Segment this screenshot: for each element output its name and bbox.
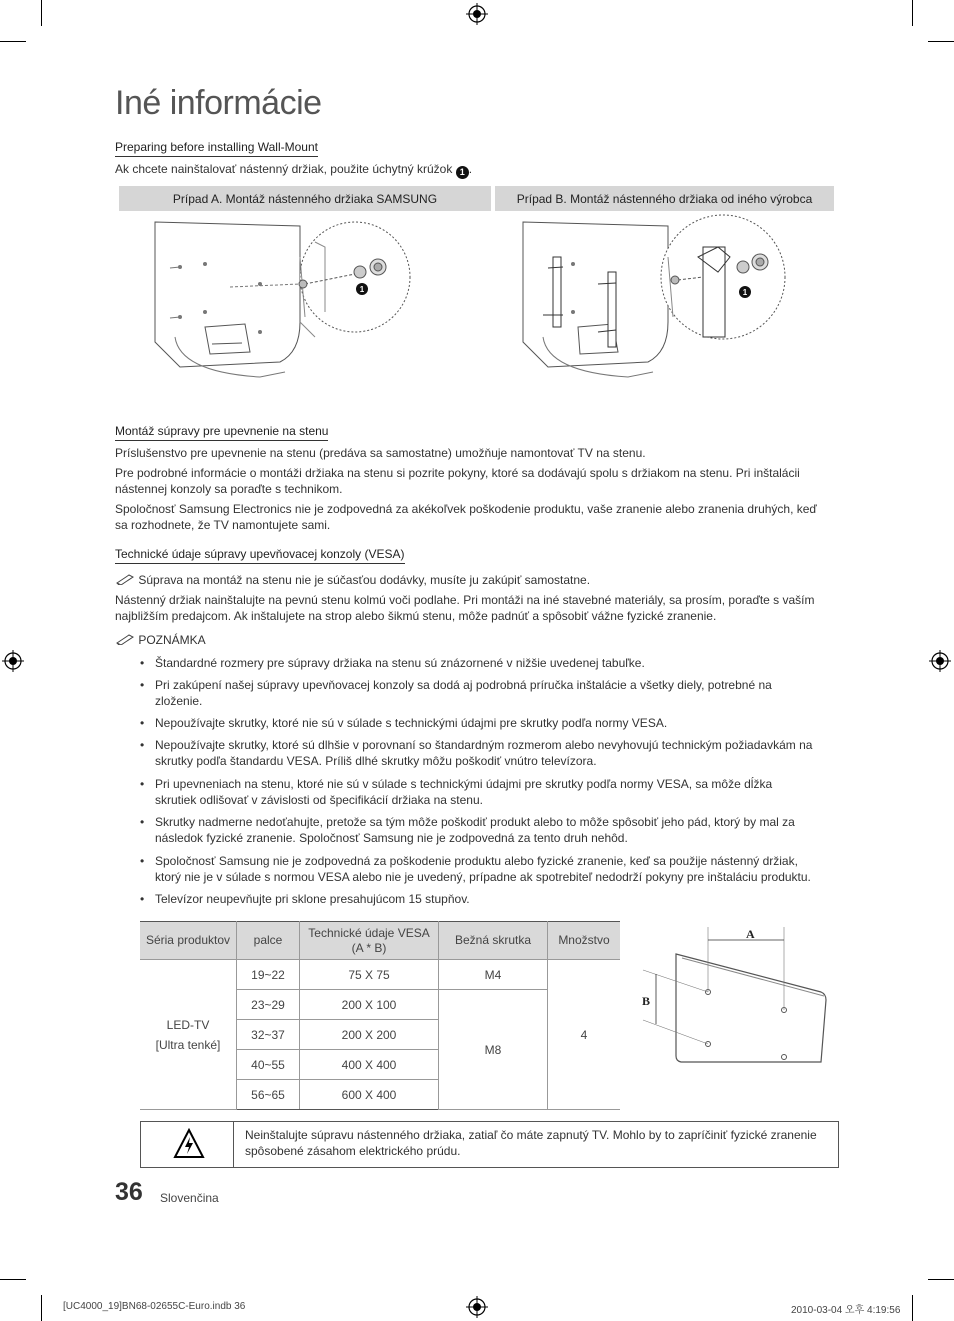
vesa-table	[140, 921, 620, 1110]
section-heading-wallmount: Preparing before installing Wall-Mount	[115, 140, 318, 157]
vesa-cell: 200 X 200	[300, 1020, 439, 1050]
col-header-inches: palce	[237, 922, 300, 960]
crop-mark	[928, 1279, 954, 1280]
vesa-note-1	[115, 572, 590, 588]
kit-paragraph-3	[115, 501, 817, 533]
case-b-illustration	[518, 212, 788, 382]
col-header-screw: Bežná skrutka	[439, 922, 548, 960]
inches-cell: 56~65	[237, 1080, 300, 1110]
page-number: 36	[115, 1178, 143, 1206]
note-bullet: • Nepoužívajte skrutky, ktoré sú dlhšie v porovnaní so štandardným rozmerom alebo nevyhovujú technickým požiadavkám na skrutky podľa štandardu VESA. Príliš dlhé skrutky môžu poškodiť vnútro televízora.	[140, 737, 840, 769]
page-language: Slovenčina	[160, 1191, 219, 1205]
registration-mark-icon	[466, 3, 488, 25]
electric-hazard-icon	[173, 1128, 205, 1160]
note-bullet: • Televízor neupevňujte pri sklone presahujúcom 15 stupňov.	[140, 891, 840, 907]
table-header-row	[140, 922, 620, 960]
inches-cell: 32~37	[237, 1020, 300, 1050]
wallmount-intro-end: .	[468, 162, 473, 176]
quantity-cell: 4	[548, 960, 621, 1110]
vesa-cell: 400 X 400	[300, 1050, 439, 1080]
case-a-header: Prípad A. Montáž nástenného držiaka SAMSUNG	[119, 186, 491, 211]
svg-text:1: 1	[742, 288, 748, 297]
crop-mark	[928, 41, 954, 42]
kit-paragraph-1: Príslušenstvo pre upevnenie na stenu (predáva sa samostatne) umožňuje namontovať TV na stenu.	[115, 446, 646, 460]
vesa-cell: 75 X 75	[300, 960, 439, 990]
crop-mark	[912, 0, 913, 26]
kit-paragraph-2-line: nástennej konzoly sa poraďte s technikom.	[115, 482, 343, 496]
registration-mark-icon	[2, 650, 24, 672]
crop-mark	[0, 1279, 26, 1280]
crop-mark	[41, 0, 42, 26]
note-bullet: • Pri zakúpení našej súpravy upevňovacej konzoly sa dodá aj podrobná príručka inštalácie a všetky diely, potrebné na zloženie.	[140, 677, 840, 709]
kit-paragraph-3-line: Spoločnosť Samsung Electronics nie je zodpovedná za akékoľvek poškodenie produktu, vaše zranenie alebo zranenia druhých, keď	[115, 502, 817, 516]
crop-mark	[0, 41, 26, 42]
vesa-paragraph	[115, 592, 815, 624]
case-b-header: Prípad B. Montáž nástenného držiaka od iného výrobca	[495, 186, 834, 211]
case-a-illustration	[150, 212, 415, 382]
col-header-vesa: Technické údaje VESA (A * B)	[300, 922, 439, 960]
section-heading-vesa: Technické údaje súpravy upevňovacej konzoly (VESA)	[115, 547, 405, 564]
kit-paragraph-3-line: sa rozhodnete, že TV namontujete sami.	[115, 518, 331, 532]
crop-mark	[41, 1295, 42, 1321]
col-header-series: Séria produktov	[140, 922, 237, 960]
dimension-label-a: A	[746, 927, 755, 941]
note-bullet: • Spoločnosť Samsung nie je zodpovedná za poškodenie produktu alebo fyzické zranenie, keď sa použije nástenný držiak, ktorý nie je v súlade s normou VESA alebo nie je uvedený, prípadne ak spotrebiteľ nedodrží pokyny pre inštaláciu produktu.	[140, 853, 840, 885]
svg-text:1: 1	[359, 285, 365, 294]
pencil-note-icon	[115, 633, 135, 645]
dimension-label-b: B	[642, 994, 651, 1008]
kit-paragraph-2	[115, 465, 800, 497]
table-row	[140, 960, 620, 990]
series-cell: LED-TV [Ultra tenké]	[140, 960, 237, 1110]
kit-paragraph-2-line: Pre podrobné informácie o montáži držiaka na stenu si pozrite pokyny, ktoré sa dodávajú spolu s držiakom na stenu. Pri inštalácii	[115, 466, 800, 480]
warning-text-line: Neinštalujte súpravu nástenného držiaka, zatiaľ čo máte zapnutý TV. Mohlo by to zapríčiniť fyzické zranenie	[245, 1128, 817, 1142]
vesa-dimension-diagram	[638, 922, 834, 1072]
warning-box	[140, 1121, 839, 1168]
note-bullet: • Skrutky nadmerne nedoťahujte, pretože sa tým môže poškodiť produkt alebo to môže spôsobiť jeho pád, ktorý by mal za následok fyzické zranenie. Spoločnosť Samsung nie je zodpovedná za tento druh nehôd.	[140, 814, 840, 846]
warning-text-line: spôsobené zásahom elektrického prúdu.	[245, 1144, 461, 1158]
footer-datetime: 2010-03-04 오후 4:19:56	[791, 1305, 901, 1316]
inches-cell: 40~55	[237, 1050, 300, 1080]
wallmount-intro-text: Ak chcete nainštalovať nástenný držiak, použite úchytný krúžok	[115, 162, 453, 176]
step-marker-icon: 1	[456, 166, 469, 179]
vesa-cell: 200 X 100	[300, 990, 439, 1020]
section-heading-kit: Montáž súpravy pre upevnenie na stenu	[115, 424, 328, 441]
page-title: Iné informácie	[115, 84, 322, 122]
screw-cell: M8	[439, 990, 548, 1110]
wallmount-intro	[115, 161, 472, 179]
note-bullet: • Štandardné rozmery pre súpravy držiaka na stenu sú znázornené v nižšie uvedenej tabuľke.	[140, 655, 840, 671]
crop-mark	[912, 1295, 913, 1321]
pencil-note-icon	[115, 573, 135, 585]
footer-file: [UC4000_19]BN68-02655C-Euro.indb 36	[63, 1301, 246, 1312]
col-header-quantity: Množstvo	[548, 922, 621, 960]
inches-cell: 23~29	[237, 990, 300, 1020]
inches-cell: 19~22	[237, 960, 300, 990]
note-bullet: • Nepoužívajte skrutky, ktoré nie sú v súlade s technickými údajmi pre skrutky podľa normy VESA.	[140, 715, 840, 731]
screw-cell: M4	[439, 960, 548, 990]
vesa-paragraph-line: Nástenný držiak nainštalujte na pevnú stenu kolmú voči podlahe. Pri montáži na iné stavebné materiály, sa prosím, poraďte s vaším	[115, 593, 815, 607]
note-bullet: • Pri upevneniach na stenu, ktoré nie sú v súlade s technickými údajmi pre skrutky podľa normy VESA, sa môže dĺžka skrutiek odlišovať v závislosti od špecifikácií držiaka na stenu.	[140, 776, 840, 808]
vesa-paragraph-line: najbližším predajcom. Ak inštalujete na strop alebo šikmú stenu, môže padnúť a spôsobiť vážne fyzické zranenie.	[115, 609, 717, 623]
registration-mark-icon	[929, 650, 951, 672]
warning-icon-cell	[141, 1122, 234, 1167]
note-label	[115, 632, 206, 648]
note-label-text: POZNÁMKA	[138, 633, 206, 647]
vesa-cell: 600 X 400	[300, 1080, 439, 1110]
registration-mark-icon	[466, 1296, 488, 1318]
warning-text	[245, 1127, 835, 1159]
vesa-note-1-text: Súprava na montáž na stenu nie je súčasťou dodávky, musíte ju zakúpiť samostatne.	[138, 573, 591, 587]
